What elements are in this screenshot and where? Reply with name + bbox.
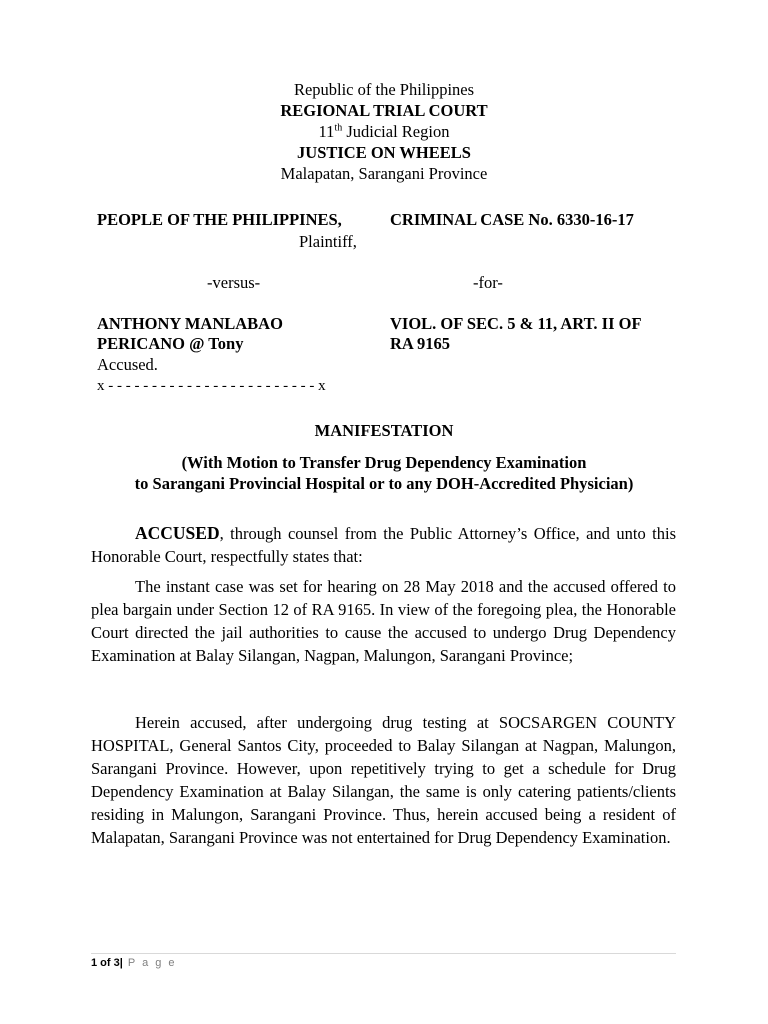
court-header (0, 79, 768, 184)
header-location: Malapatan, Sarangani Province (280, 164, 488, 183)
document-subtitle (0, 452, 768, 494)
paragraph-2-text: The instant case was set for hearing on 28 May 2018 and the accused offered to plea bargain under Section 12 of RA 9165. In view of the foregoing plea, the Honorable Court directed the jail authorities to cause the accused to undergo Drug Dependency Examination at Balay Silangan, Nagpan, Malungon, Sarangani Province; (91, 577, 676, 665)
header-republic: Republic of the Philippines (293, 80, 475, 99)
header-justice: JUSTICE ON WHEELS (297, 143, 471, 162)
for-label: -for- (473, 273, 503, 292)
footer-separator: | (119, 957, 123, 969)
paragraph-1-text: , through counsel from the Public Attorney’s Office, and unto this Honorable Court, respectfully states that: (91, 524, 676, 566)
paragraph-3 (91, 711, 676, 849)
document-title: MANIFESTATION (314, 421, 454, 440)
case-number: CRIMINAL CASE No. 6330-16-17 (390, 210, 634, 229)
accused-name-line1: ANTHONY MANLABAO (97, 314, 283, 333)
paragraph-2 (91, 575, 676, 667)
page-label: P a g e (122, 957, 177, 969)
subtitle-line2: to Sarangani Provincial Hospital or to any DOH-Accredited Physician) (134, 474, 634, 493)
accused-name-line2: PERICANO @ Tony (97, 334, 244, 353)
violation-line2: RA 9165 (390, 334, 451, 353)
header-court: REGIONAL TRIAL COURT (280, 101, 488, 120)
violation-line1: VIOL. OF SEC. 5 & 11, ART. II OF (390, 314, 642, 333)
header-region: 11th Judicial Region (318, 122, 450, 141)
paragraph-1-lead: ACCUSED (135, 523, 220, 543)
page-footer (91, 956, 177, 970)
page-number: 1 of 3 (91, 957, 120, 969)
paragraph-1 (91, 522, 676, 568)
plaintiff-role: Plaintiff, (299, 232, 357, 251)
paragraph-3-text: Herein accused, after undergoing drug testing at SOCSARGEN COUNTY HOSPITAL, General Santos City, proceeded to Balay Silangan at Nagpan, Malungon, Sarangani Province. However, upon repetitively trying to get a schedule for Drug Dependency Examination at Balay Silangan, the same is only catering patients/clients residing in Malungon, Sarangani Province. Thus, herein accused being a resident of Malapatan, Sarangani Province was not entertained for Drug Dependency Examination. (91, 713, 676, 847)
accused-role: Accused. (97, 355, 158, 374)
versus-label: -versus- (207, 273, 261, 292)
caption-divider: x - - - - - - - - - - - - - - - - - - - - - - - - x (97, 378, 326, 394)
footer-rule (91, 953, 676, 954)
plaintiff-name: PEOPLE OF THE PHILIPPINES, (97, 210, 342, 229)
subtitle-line1: (With Motion to Transfer Drug Dependency Examination (181, 453, 587, 472)
